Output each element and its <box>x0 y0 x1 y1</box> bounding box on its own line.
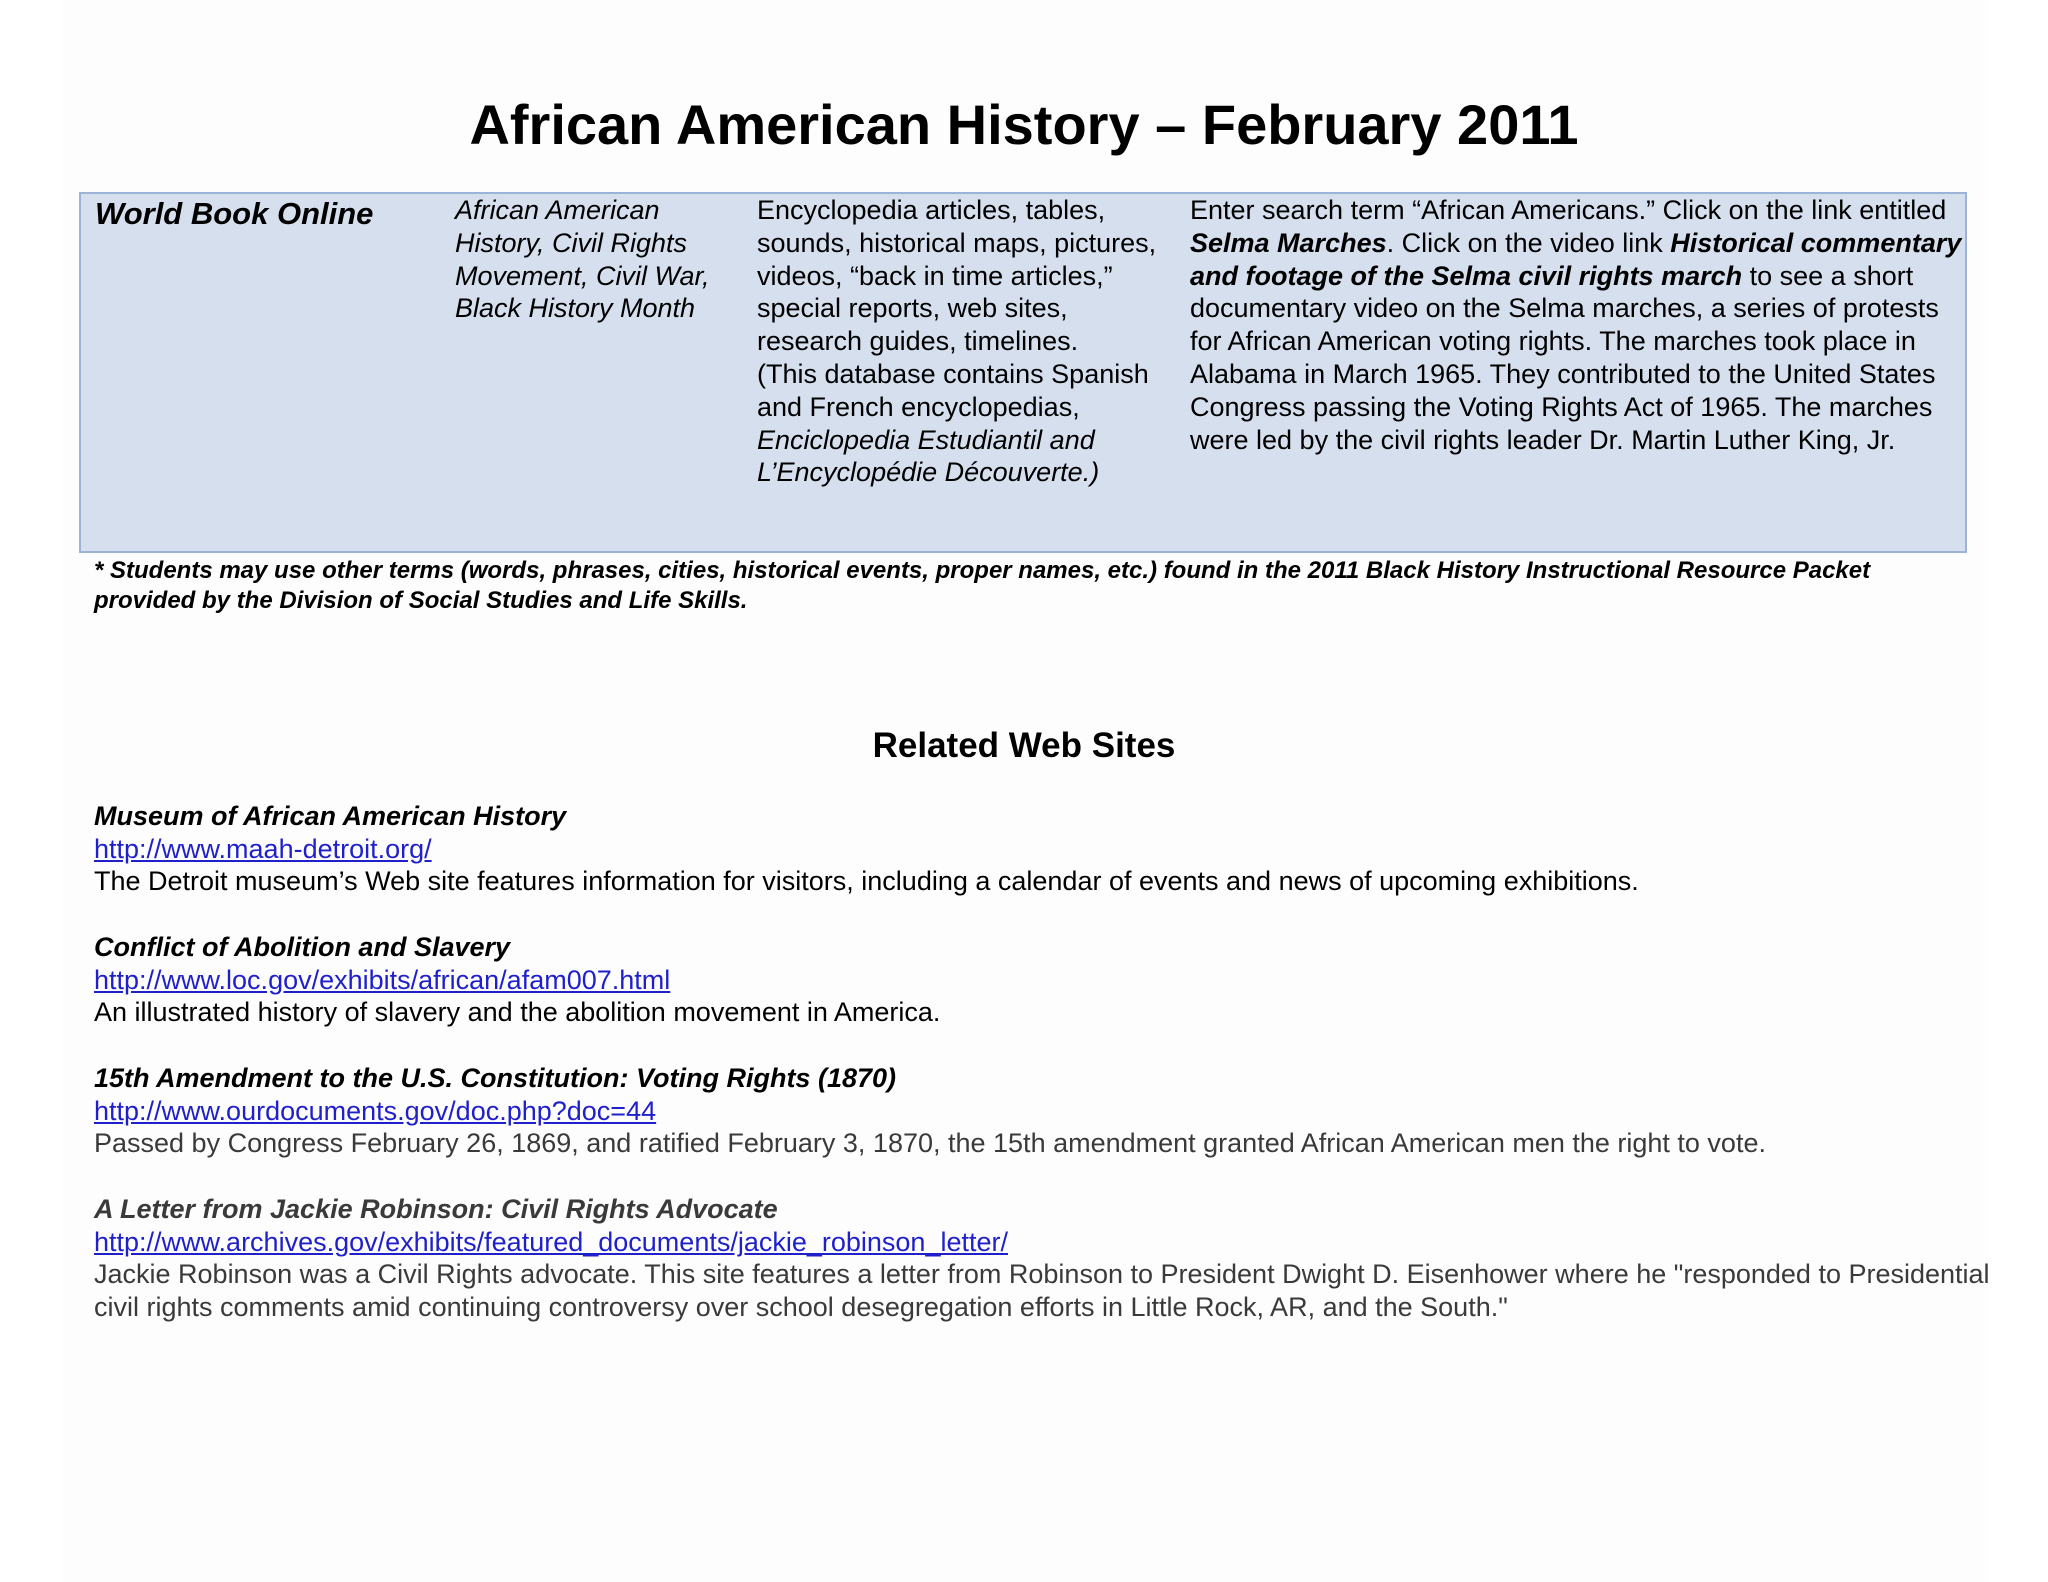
database-contents-note-start: (This database contains Spanish and French encyclopedias, <box>757 358 1149 422</box>
site-description: An illustrated history of slavery and the abolition movement in America. <box>94 997 941 1028</box>
site-entry <box>94 1193 1994 1324</box>
site-url-link[interactable]: http://www.maah-detroit.org/ <box>94 833 432 864</box>
instructions-video-link: Historical commentary and footage of the Selma civil rights march <box>1190 227 1962 291</box>
database-instructions <box>1190 194 1966 456</box>
site-name: Museum of African American History <box>94 801 567 831</box>
site-url-link[interactable]: http://www.ourdocuments.gov/doc.php?doc=44 <box>94 1095 657 1126</box>
site-description: Passed by Congress February 26, 1869, and ratified February 3, 1870, the 15th amendment granted African American men the right to vote. <box>94 1128 1766 1159</box>
database-contents-note-titles: Enciclopedia Estudiantil and L’Encyclopédie Découverte.) <box>757 424 1100 488</box>
instructions-link-selma-marches: Selma Marches <box>1190 227 1387 258</box>
database-name: World Book Online <box>95 196 374 231</box>
instructions-text-2: . Click on the video link <box>1386 227 1671 258</box>
database-contents-main: Encyclopedia articles, tables, sounds, historical maps, pictures, videos, “back in time articles,” special reports, web sites, research guides, timelines. <box>757 195 1157 357</box>
site-entry <box>94 1062 1994 1193</box>
database-subjects: African American History, Civil Rights Movement, Civil War, Black History Month <box>455 195 710 324</box>
page-title: African American History – February 2011 <box>469 93 1579 156</box>
database-table-row <box>79 192 1967 553</box>
site-url-link[interactable]: http://www.loc.gov/exhibits/african/afam007.html <box>94 964 671 995</box>
site-url-link[interactable]: http://www.archives.gov/exhibits/featured_documents/jackie_robinson_letter/ <box>94 1226 1008 1257</box>
database-contents-note <box>757 358 1167 489</box>
related-web-sites-heading: Related Web Sites <box>872 726 1176 765</box>
site-description: Jackie Robinson was a Civil Rights advocate. This site features a letter from Robinson to President Dwight D. Eisenhower where he "responded to Presidential civil rights comments amid continuing controversy over school desegregation efforts in Little Rock, AR, and the South." <box>94 1259 1990 1323</box>
footnote: * Students may use other terms (words, phrases, cities, historical events, proper names, etc.) found in the 2011 Black History Instructional Resource Packet provided by the Division of Social Studies and Life Skills. <box>94 557 1871 614</box>
site-entry <box>94 931 1994 1062</box>
site-entry <box>94 800 1994 931</box>
database-contents <box>757 194 1167 489</box>
site-name: A Letter from Jackie Robinson: Civil Rights Advocate <box>94 1194 778 1224</box>
related-sites-list <box>94 800 1994 1324</box>
site-name: Conflict of Abolition and Slavery <box>94 932 511 962</box>
instructions-text-1: Enter search term “African Americans.” Click on the link entitled <box>1190 195 1947 225</box>
instructions-text-3: to see a short documentary video on the Selma marches, a series of protests for African American voting rights. The marches took place in Alabama in March 1965. They contributed to the United States Congress passing the Voting Rights Act of 1965. The marches were led by the civil rights leader Dr. Martin Luther King, Jr. <box>1190 260 1939 455</box>
site-name: 15th Amendment to the U.S. Constitution: Voting Rights (1870) <box>94 1063 896 1093</box>
site-description: The Detroit museum’s Web site features information for visitors, including a calendar of events and news of upcoming exhibitions. <box>94 866 1639 897</box>
